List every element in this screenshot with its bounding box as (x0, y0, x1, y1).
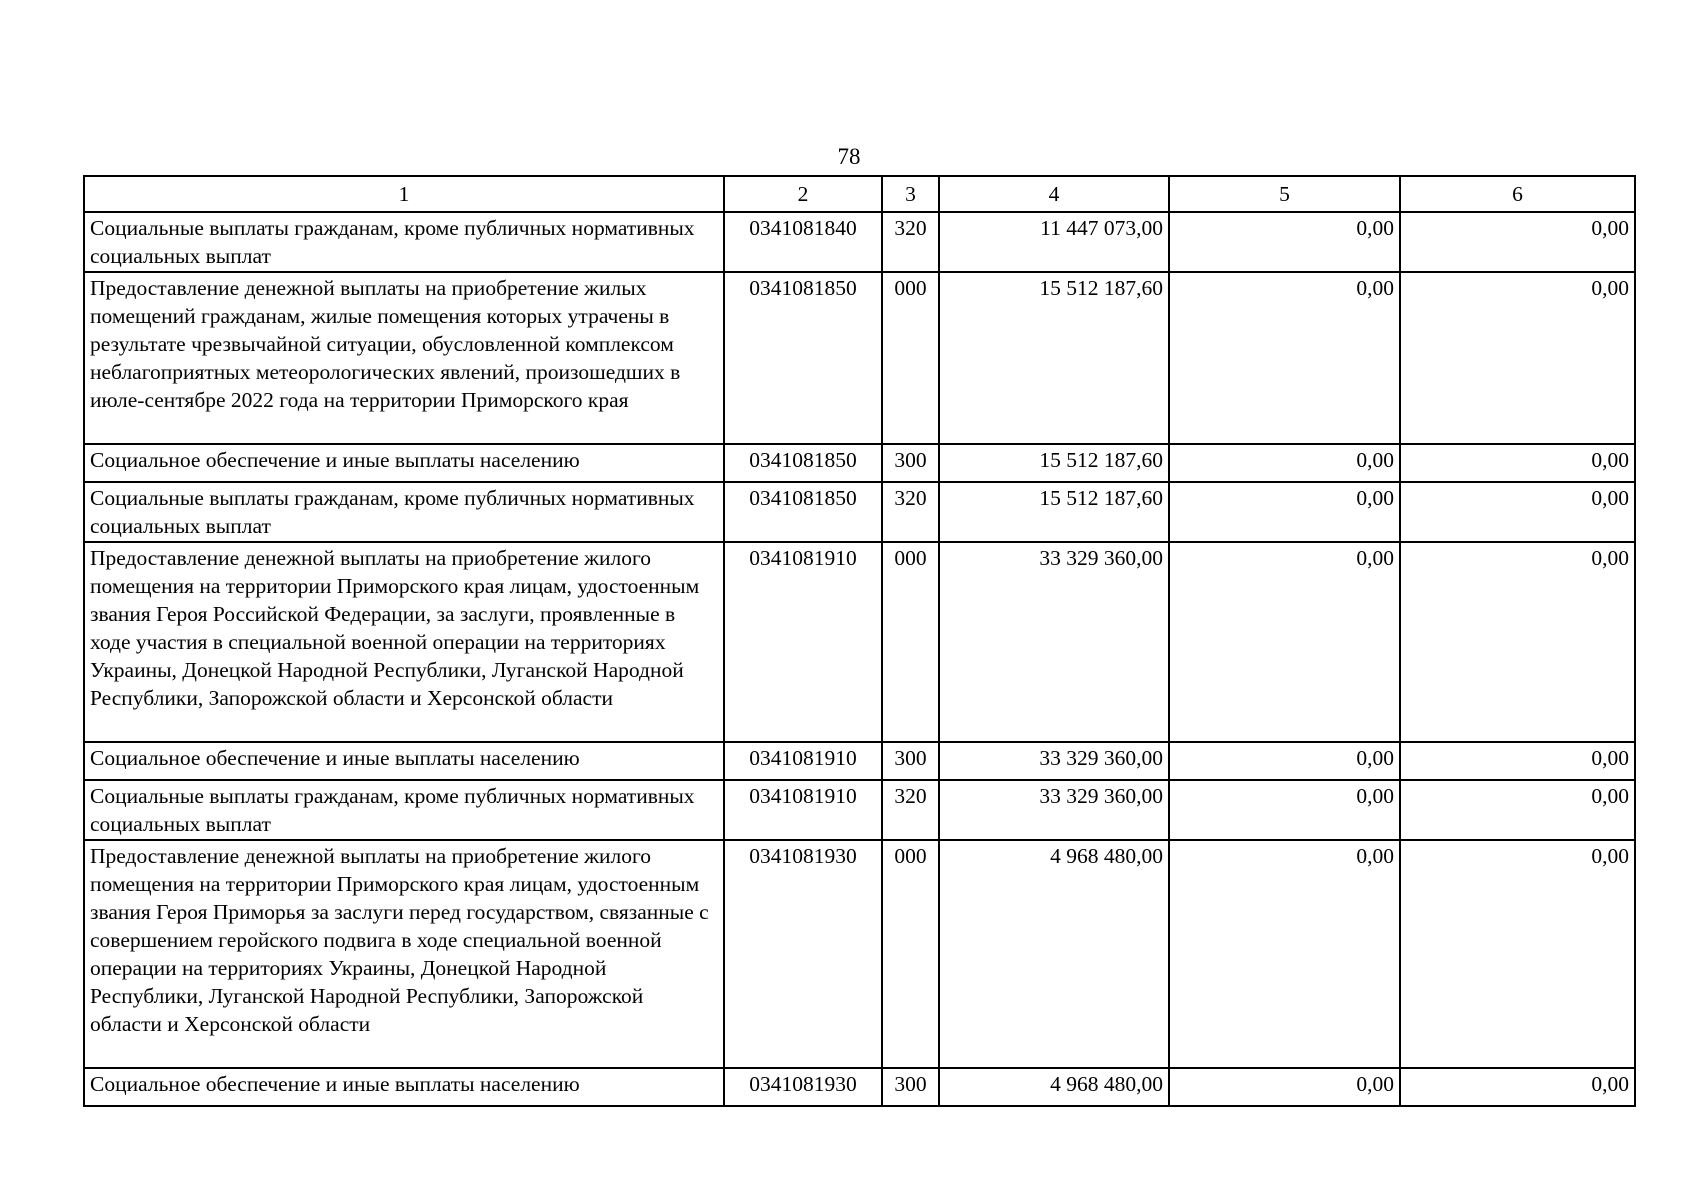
amount-col-6: 0,00 (1400, 742, 1635, 780)
amount-col-5: 0,00 (1169, 482, 1400, 542)
amount-col-6: 0,00 (1400, 272, 1635, 444)
amount-col-6: 0,00 (1400, 482, 1635, 542)
page-number: 78 (837, 144, 861, 169)
table-row (84, 1068, 1635, 1106)
amount-col-6: 0,00 (1400, 212, 1635, 272)
table-row (84, 482, 1635, 542)
column-header-2: 2 (724, 176, 882, 212)
row-name: Социальное обеспечение и иные выплаты населению (84, 1068, 724, 1106)
table-body (84, 212, 1635, 1106)
amount-col-6: 0,00 (1400, 542, 1635, 742)
expense-type-code: 320 (882, 212, 939, 272)
amount-col-4: 33 329 360,00 (939, 742, 1169, 780)
target-article-code: 0341081910 (724, 542, 882, 742)
table-row (84, 444, 1635, 482)
amount-col-4: 15 512 187,60 (939, 272, 1169, 444)
table-header (84, 176, 1635, 212)
budget-table (83, 175, 1636, 1107)
header-row (84, 176, 1635, 212)
target-article-code: 0341081850 (724, 272, 882, 444)
target-article-code: 0341081840 (724, 212, 882, 272)
table-row (84, 840, 1635, 1068)
amount-col-5: 0,00 (1169, 272, 1400, 444)
row-name: Социальное обеспечение и иные выплаты населению (84, 742, 724, 780)
expense-type-code: 300 (882, 444, 939, 482)
expense-type-code: 300 (882, 742, 939, 780)
column-header-4: 4 (939, 176, 1169, 212)
amount-col-5: 0,00 (1169, 542, 1400, 742)
amount-col-5: 0,00 (1169, 212, 1400, 272)
expense-type-code: 000 (882, 840, 939, 1068)
expense-type-code: 320 (882, 482, 939, 542)
amount-col-4: 11 447 073,00 (939, 212, 1169, 272)
target-article-code: 0341081850 (724, 444, 882, 482)
table-row (84, 542, 1635, 742)
column-header-5: 5 (1169, 176, 1400, 212)
amount-col-4: 15 512 187,60 (939, 444, 1169, 482)
row-name: Предоставление денежной выплаты на приобретение жилого помещения на территории Приморского края лицам, удостоенным звания Героя Российской Федерации, за заслуги, проявленные в ходе участия в специальной военной операции на территориях Украины, Донецкой Народной Республики, Луганской Народной Республики, Запорожской области и Херсонской области (84, 542, 724, 742)
amount-col-4: 4 968 480,00 (939, 1068, 1169, 1106)
row-name: Социальные выплаты гражданам, кроме публичных нормативных социальных выплат (84, 212, 724, 272)
expense-type-code: 300 (882, 1068, 939, 1106)
amount-col-6: 0,00 (1400, 444, 1635, 482)
amount-col-4: 4 968 480,00 (939, 840, 1169, 1068)
table-row (84, 780, 1635, 840)
table-row (84, 272, 1635, 444)
amount-col-4: 33 329 360,00 (939, 542, 1169, 742)
amount-col-4: 15 512 187,60 (939, 482, 1169, 542)
table-row (84, 212, 1635, 272)
target-article-code: 0341081910 (724, 742, 882, 780)
amount-col-5: 0,00 (1169, 840, 1400, 1068)
amount-col-5: 0,00 (1169, 780, 1400, 840)
target-article-code: 0341081910 (724, 780, 882, 840)
expense-type-code: 000 (882, 542, 939, 742)
row-name: Социальное обеспечение и иные выплаты населению (84, 444, 724, 482)
row-name: Социальные выплаты гражданам, кроме публичных нормативных социальных выплат (84, 780, 724, 840)
expense-type-code: 320 (882, 780, 939, 840)
amount-col-6: 0,00 (1400, 840, 1635, 1068)
column-header-6: 6 (1400, 176, 1635, 212)
column-header-1: 1 (84, 176, 724, 212)
target-article-code: 0341081930 (724, 1068, 882, 1106)
target-article-code: 0341081850 (724, 482, 882, 542)
amount-col-6: 0,00 (1400, 1068, 1635, 1106)
target-article-code: 0341081930 (724, 840, 882, 1068)
row-name: Социальные выплаты гражданам, кроме публичных нормативных социальных выплат (84, 482, 724, 542)
expense-type-code: 000 (882, 272, 939, 444)
row-name: Предоставление денежной выплаты на приобретение жилого помещения на территории Приморского края лицам, удостоенным звания Героя Приморья за заслуги перед государством, связанные с совершением геройского подвига в ходе специальной военной операции на территориях Украины, Донецкой Народной Республики, Луганской Народной Республики, Запорожской области и Херсонской области (84, 840, 724, 1068)
table-row (84, 742, 1635, 780)
amount-col-6: 0,00 (1400, 780, 1635, 840)
row-name: Предоставление денежной выплаты на приобретение жилых помещений гражданам, жилые помещения которых утрачены в результате чрезвычайной ситуации, обусловленной комплексом неблагоприятных метеорологических явлений, произошедших в июле-сентябре 2022 года на территории Приморского края (84, 272, 724, 444)
amount-col-5: 0,00 (1169, 444, 1400, 482)
amount-col-5: 0,00 (1169, 1068, 1400, 1106)
column-header-3: 3 (882, 176, 939, 212)
amount-col-5: 0,00 (1169, 742, 1400, 780)
amount-col-4: 33 329 360,00 (939, 780, 1169, 840)
